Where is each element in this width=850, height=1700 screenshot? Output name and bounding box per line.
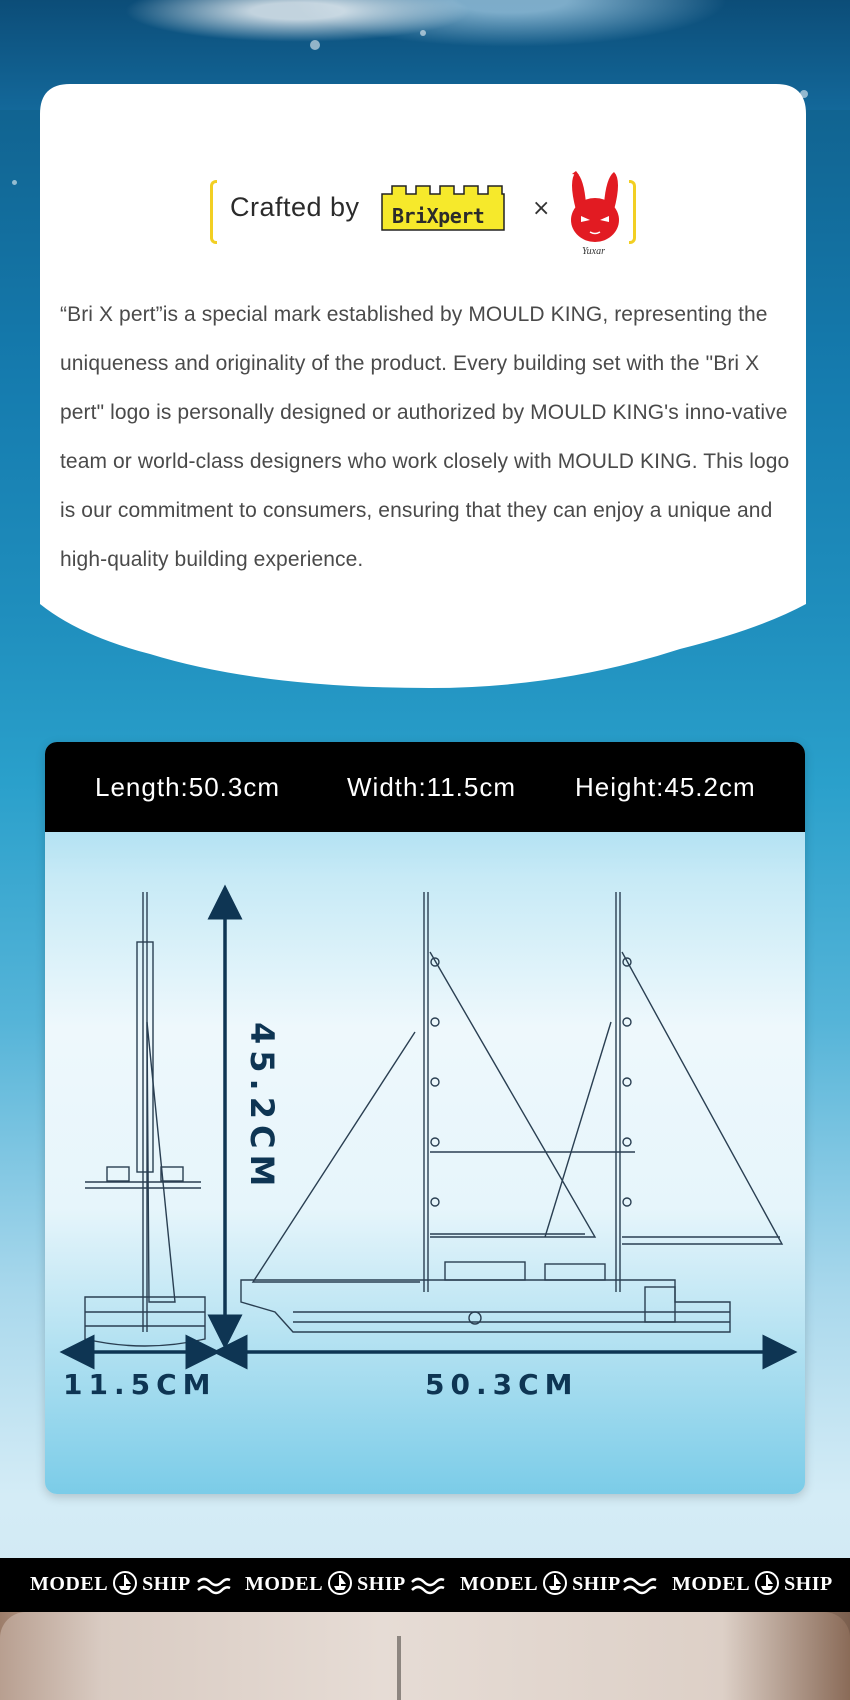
ship-wheel-icon (110, 1570, 140, 1596)
brixpert-logo-text: BriXpert (392, 204, 485, 228)
banner-model-text: MODEL (30, 1573, 109, 1595)
banner-model-text: MODEL (672, 1573, 751, 1595)
banner-ship-text: SHIP (572, 1573, 621, 1595)
wave-icon (410, 1574, 446, 1596)
bubble (12, 180, 17, 185)
brixpert-info-card (40, 84, 806, 688)
height-marker: 45.2CM (243, 1022, 281, 1193)
banner-item (460, 1570, 621, 1596)
left-bracket (210, 180, 217, 244)
bubble (310, 40, 320, 50)
banner-ship-text: SHIP (142, 1573, 191, 1595)
svg-text:Yuxar: Yuxar (582, 246, 605, 256)
length-marker: 50.3CM (425, 1368, 579, 1401)
model-ship-banner (0, 1558, 850, 1612)
banner-model-text: MODEL (460, 1573, 539, 1595)
product-photo-strip (0, 1612, 850, 1700)
length-label: Length:50.3cm (95, 772, 281, 802)
right-bracket (629, 180, 636, 244)
banner-item (672, 1570, 833, 1596)
ship-diagram (45, 832, 805, 1494)
ship-mast (397, 1636, 401, 1700)
crafted-by-label: Crafted by (230, 192, 360, 222)
ship-wheel-icon (752, 1570, 782, 1596)
height-label: Height:45.2cm (575, 772, 756, 802)
photo-frame (0, 1612, 850, 1700)
brixpert-description: “Bri X pert”is a special mark established by MOULD KING, representing the uniqueness and originality of the product. Every building set with the "Bri X pert" logo is personally designed or authorized by MOULD KING's inno-vative team or world-class designers who work closely with MOULD KING. This logo is our commitment to consumers, ensuring that they can enjoy a unique and high-quality building experience. (60, 303, 790, 571)
banner-item (245, 1570, 406, 1596)
width-marker: 11.5CM (63, 1368, 217, 1401)
brixpert-logo (380, 184, 506, 232)
bubble (420, 30, 426, 36)
banner-model-text: MODEL (245, 1573, 324, 1595)
dimensions-header (45, 742, 805, 832)
wave-icon (622, 1574, 658, 1596)
ship-wheel-icon (540, 1570, 570, 1596)
ship-side-view (241, 892, 782, 1332)
width-label: Width:11.5cm (347, 772, 517, 802)
banner-ship-text: SHIP (357, 1573, 406, 1595)
ship-wheel-icon (325, 1570, 355, 1596)
wave-icon (196, 1574, 232, 1596)
banner-ship-text: SHIP (784, 1573, 833, 1595)
ship-front-view (85, 892, 205, 1346)
crafted-by-header (210, 170, 636, 256)
dimensions-panel (45, 742, 805, 1494)
separator-x: × (532, 196, 551, 221)
banner-item (30, 1570, 191, 1596)
designer-bunny-logo (562, 170, 628, 256)
